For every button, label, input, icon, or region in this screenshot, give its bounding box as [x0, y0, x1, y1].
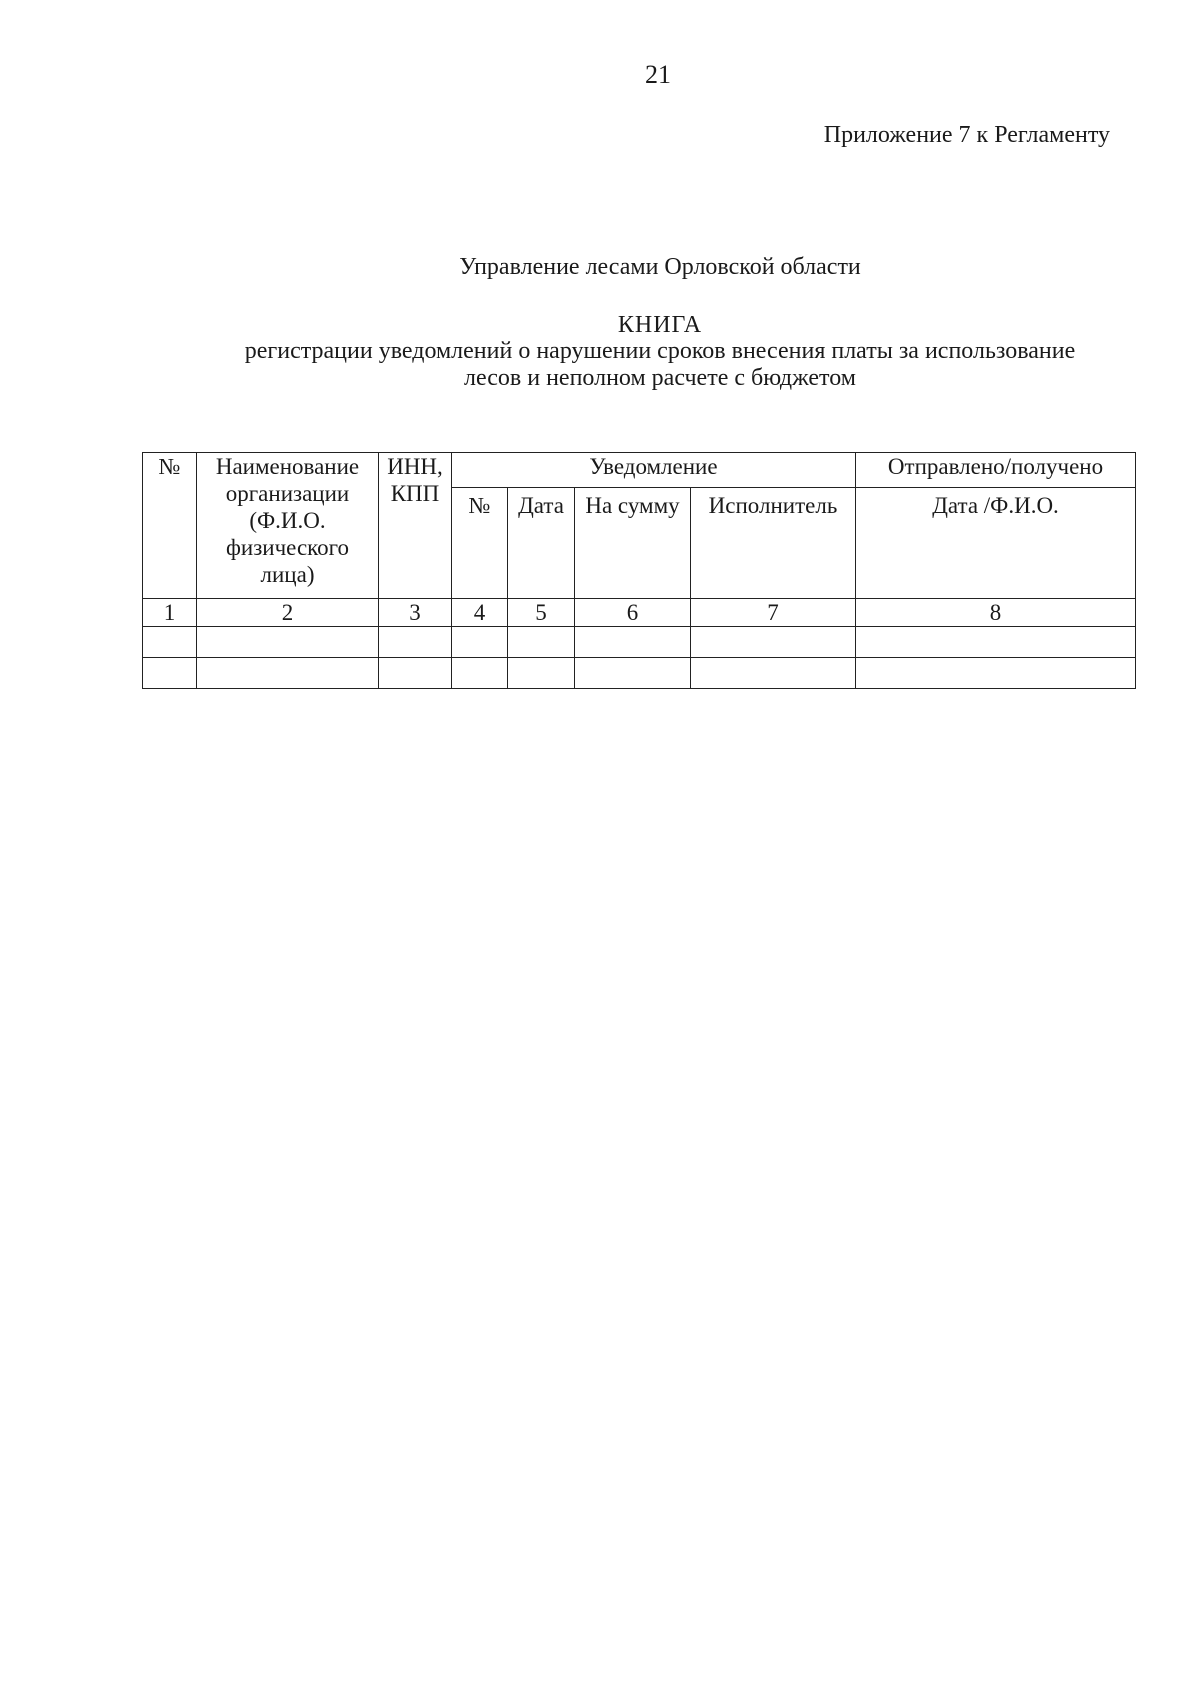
header-sent-date-fio: Дата /Ф.И.О.: [856, 488, 1136, 599]
column-number-row: [143, 599, 1136, 627]
table-row: [143, 627, 1136, 658]
table-cell: [197, 627, 379, 658]
header-notice-executor: Исполнитель: [691, 488, 856, 599]
header-col-name: Наименование организации (Ф.И.О. физического лица): [197, 453, 379, 599]
table-cell: [575, 627, 691, 658]
book-subtitle: регистрации уведомлений о нарушении сроков внесения платы за использование лесов и неполном расчете с бюджетом: [244, 338, 1076, 391]
table-cell: [856, 658, 1136, 689]
column-number: 8: [856, 599, 1136, 627]
header-col-no: №: [143, 453, 197, 599]
table-cell: [508, 658, 575, 689]
column-number: 3: [379, 599, 452, 627]
table-cell: [143, 627, 197, 658]
organization-name: Управление лесами Орловской области: [459, 254, 861, 280]
book-title: КНИГА: [617, 312, 703, 338]
table-cell: [691, 627, 856, 658]
table-cell: [452, 627, 508, 658]
column-number: 2: [197, 599, 379, 627]
page-number: 21: [645, 60, 671, 89]
table-row: [143, 658, 1136, 689]
header-row-top: [143, 453, 1136, 488]
table-cell: [691, 658, 856, 689]
table-cell: [143, 658, 197, 689]
table-cell: [575, 658, 691, 689]
column-number: 1: [143, 599, 197, 627]
appendix-label: Приложение 7 к Регламенту: [823, 122, 1110, 148]
header-notice-date: Дата: [508, 488, 575, 599]
table-cell: [452, 658, 508, 689]
header-col-inn: ИНН, КПП: [379, 453, 452, 599]
column-number: 6: [575, 599, 691, 627]
table-cell: [379, 658, 452, 689]
column-number: 4: [452, 599, 508, 627]
column-number: 5: [508, 599, 575, 627]
header-group-sent: Отправлено/получено: [856, 453, 1136, 488]
table-cell: [379, 627, 452, 658]
table-cell: [197, 658, 379, 689]
column-number: 7: [691, 599, 856, 627]
register-table: [142, 452, 1136, 689]
table-cell: [508, 627, 575, 658]
table-cell: [856, 627, 1136, 658]
header-notice-sum: На сумму: [575, 488, 691, 599]
header-notice-no: №: [452, 488, 508, 599]
header-group-notice: Уведомление: [452, 453, 856, 488]
